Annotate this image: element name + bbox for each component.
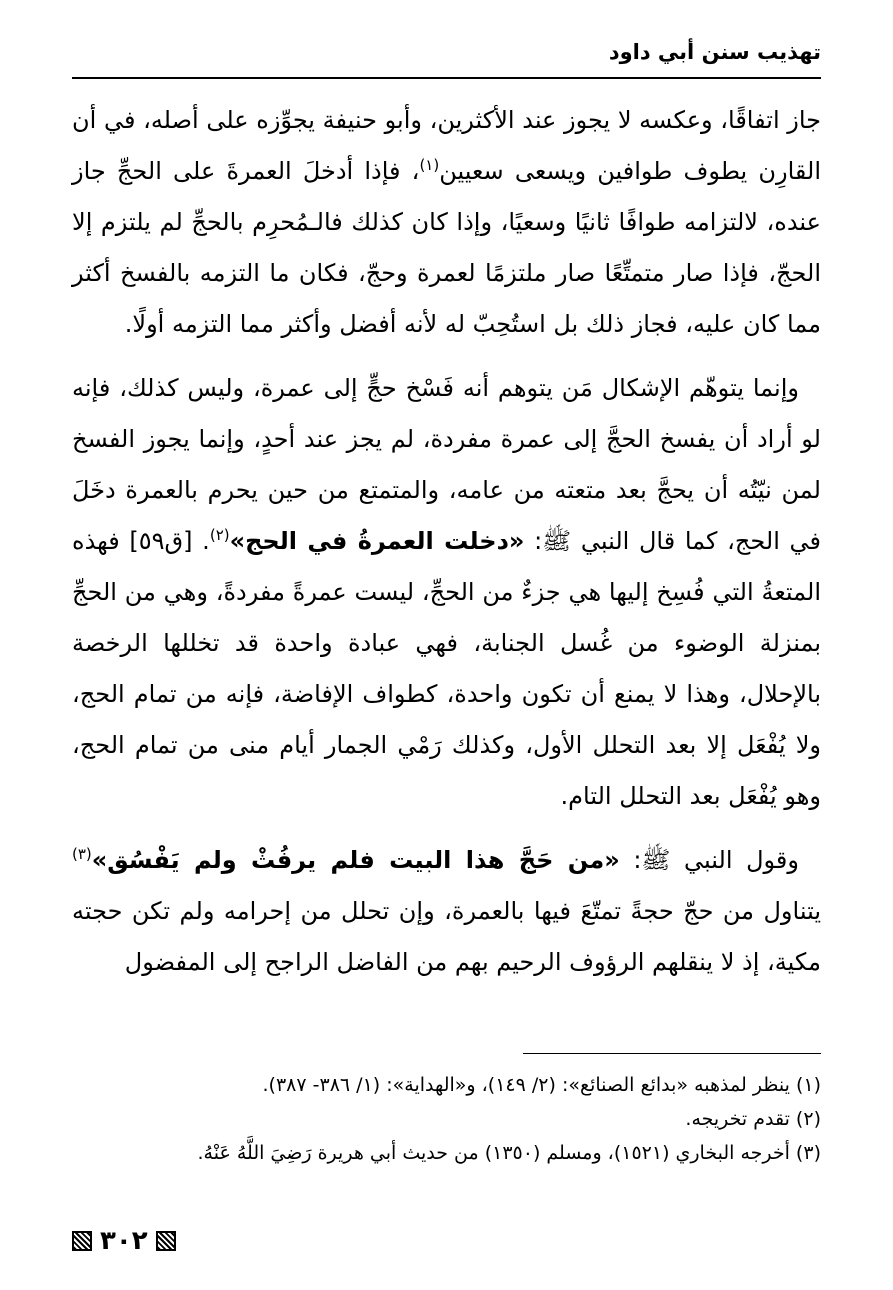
footnote-ref-1: (١) — [419, 156, 440, 174]
paragraph-3 — [72, 835, 821, 988]
page-number: ٣٠٢ — [100, 1226, 148, 1256]
paragraph-1-text: جاز اتفاقًا، وعكسه لا يجوز عند الأكثرين، وأبو حنيفة يجوِّزه على أصله، في أن القارِن يطوف طوافين ويسعى سعيين — [72, 106, 822, 185]
footnote-ref-3: (٣) — [72, 845, 92, 863]
paragraph-2-text-continued: . [ق٥٩] فهذه المتعةُ التي فُسِخ إليها هي جزءٌ من الحجِّ، ليست عمرةً مفردةً، وهي من الحجِّ بمنزلة الوضوء من غُسل الجنابة، فهي عبادة واحدة قد تخللها الرخصة بالإحلال، وهذا لا يمنع أن تكون واحدة، كطواف الإفاضة، فإنه من تمام الحج، ولا يُفْعَل إلا بعد التحلل الأول، وكذلك رَمْي الجمار أيام منى من تمام الحج، وهو يُفْعَل بعد التحلل التام. — [72, 527, 821, 810]
running-header-title: تهذيب سنن أبي داود — [608, 40, 821, 64]
paragraph-3-text: وقول النبي ﷺ: — [619, 846, 799, 874]
footnote-1: (١) ينظر لمذهبه «بدائع الصنائع»: (٢/ ١٤٩)، و«الهداية»: (١/ ٣٨٦- ٣٨٧). — [262, 1074, 821, 1096]
footnotes — [72, 1068, 821, 1170]
paragraph-1 — [72, 95, 821, 350]
paragraph-3-text-continued: يتناول من حجّ حجةً تمتّعَ فيها بالعمرة، وإن تحلل من إحرامه ولم تكن حجته مكية، إذ لا ينقلهم الرؤوف الرحيم بهم من الفاضل الراجح إلى المفضول — [72, 897, 821, 976]
footnote-2: (٢) تقدم تخريجه. — [685, 1108, 821, 1130]
main-text — [72, 95, 821, 988]
paragraph-1-text-continued: ، فإذا أدخلَ العمرةَ على الحجِّ جاز عنده، لالتزامه طوافًا ثانيًا وسعيًا، وإذا كان كذلك فالـمُحرِم بالحجِّ لم يلتزم إلا الحجّ، فإذا صار متمتِّعًا صار ملتزمًا لعمرة وحجّ، فكان ما التزمه بالفسخ أكثر مما كان عليه، فجاز ذلك بل استُحِبّ له لأنه أفضل وأكثر مما التزمه أولًا. — [72, 157, 821, 338]
hadith-quote-1: «دخلت العمرةُ في الحج» — [229, 527, 525, 555]
footnote-3: (٣) أخرجه البخاري (١٥٢١)، ومسلم (١٣٥٠) من حديث أبي هريرة رَضِيَ اللَّهُ عَنْهُ. — [197, 1142, 821, 1164]
ornament-right-icon — [156, 1231, 176, 1251]
footnote-ref-2: (٢) — [209, 526, 230, 544]
paragraph-2 — [72, 363, 821, 822]
ornament-left-icon — [72, 1231, 92, 1251]
header-rule — [72, 77, 821, 79]
hadith-quote-2: «من حَجَّ هذا البيت فلم يرفُثْ ولم يَفْسُق» — [91, 846, 620, 874]
page-number-area — [72, 1228, 176, 1254]
footnote-separator — [523, 1053, 821, 1054]
paragraph-2-text: وإنما يتوهّم الإشكال مَن يتوهم أنه فَسْخ حجٍّ إلى عمرة، وليس كذلك، فإنه لو أراد أن يفسخ الحجَّ إلى عمرة مفردة، لم يجز عند أحدٍ، وإنما يجوز الفسخ لمن نيّتُه أن يحجَّ بعد متعته من عامه، والمتمتع من حين يحرم بالعمرة دخَلَ في الحج، كما قال النبي ﷺ: — [72, 374, 822, 555]
